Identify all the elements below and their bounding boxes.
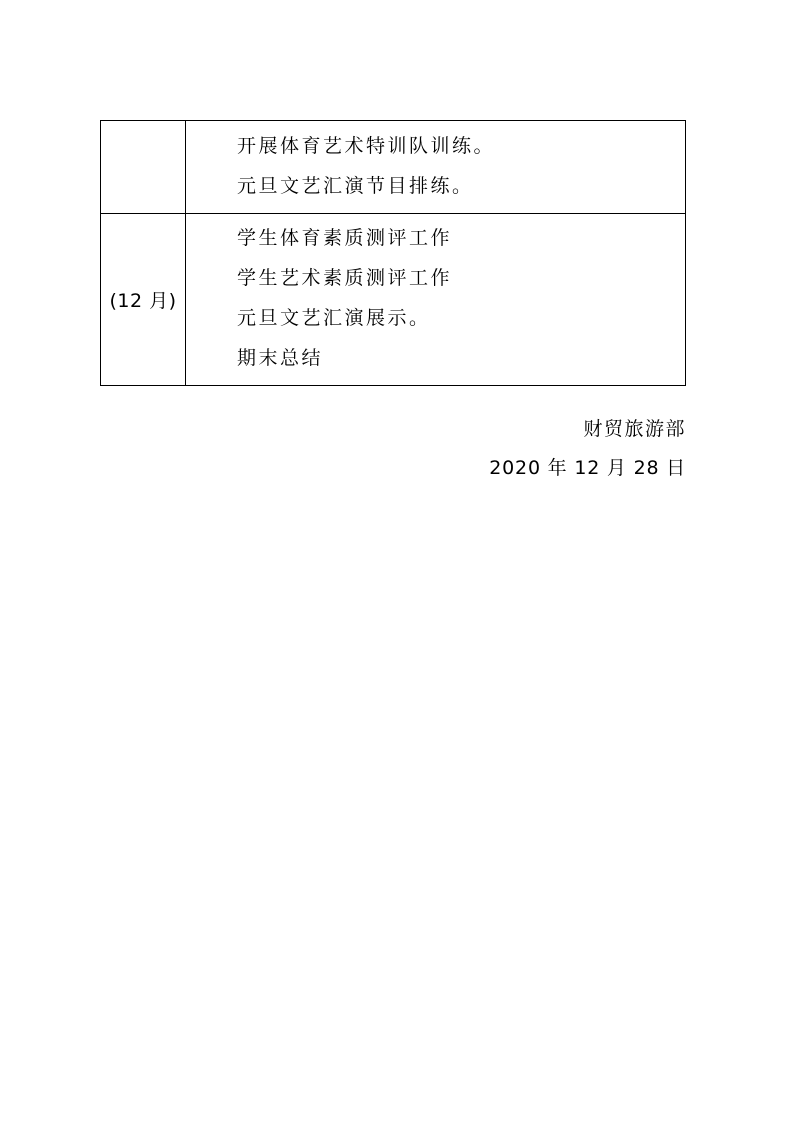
- table-row: [101, 214, 686, 386]
- month-cell: (12 月): [101, 214, 186, 386]
- list-item: 学生艺术素质测评工作: [237, 267, 453, 289]
- signature-department: 财贸旅游部: [583, 418, 686, 440]
- schedule-table: [100, 120, 686, 386]
- signature-date: 2020 年 12 月 28 日: [489, 457, 686, 479]
- list-item: 元旦文艺汇演节目排练。: [237, 175, 474, 197]
- table-row: [101, 121, 686, 214]
- activity-list: [186, 121, 685, 213]
- activity-list: [186, 214, 685, 385]
- items-cell: [186, 214, 686, 386]
- list-item: 学生体育素质测评工作: [237, 227, 453, 249]
- items-cell: [186, 121, 686, 214]
- list-item: 期末总结: [237, 347, 324, 369]
- list-item: 开展体育艺术特训队训练。: [237, 135, 496, 157]
- month-cell: [101, 121, 186, 214]
- list-item: 元旦文艺汇演展示。: [237, 307, 431, 329]
